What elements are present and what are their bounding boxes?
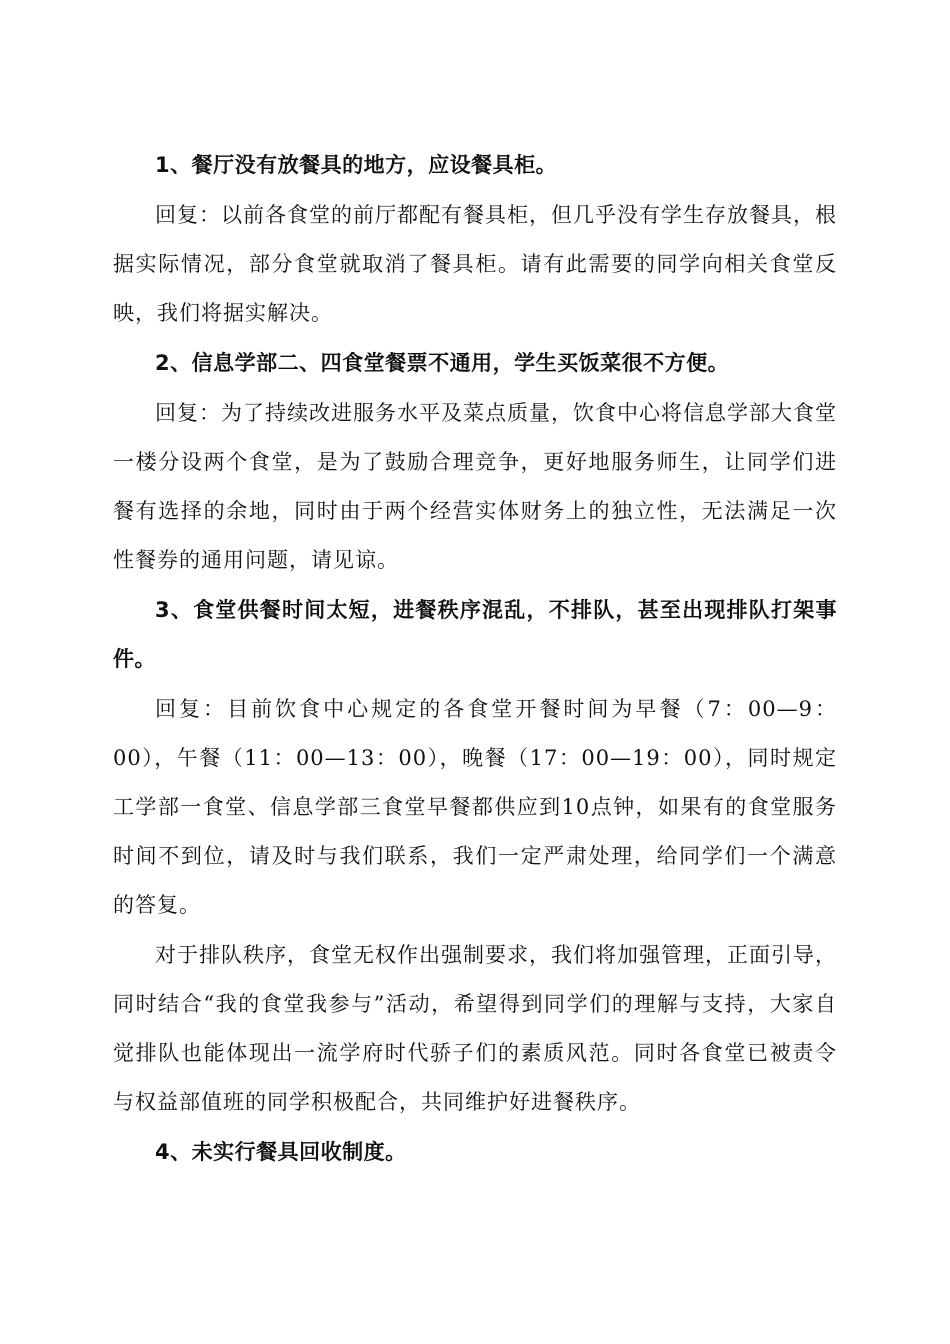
question-2: 2、信息学部二、四食堂餐票不通用，学生买饭菜很不方便。 <box>155 351 730 375</box>
question-1: 1、餐厅没有放餐具的地方，应设餐具柜。 <box>155 153 558 177</box>
question-3: 3、食堂供餐时间太短，进餐秩序混乱，不排队，甚至出现排队打架事件。 <box>113 598 837 671</box>
answer-1: 回复：以前各食堂的前厅都配有餐具柜，但几乎没有学生存放餐具，根据实际情况，部分食堂就取消了餐具柜。请有此需要的同学向相关食堂反映，我们将据实解决。 <box>113 203 837 325</box>
question-4: 4、未实行餐具回收制度。 <box>155 1140 407 1164</box>
answer-3-continued: 对于排队秩序，食堂无权作出强制要求，我们将加强管理，正面引导，同时结合“我的食堂我参与”活动，希望得到同学们的理解与支持，大家自觉排队也能体现出一流学府时代骄子们的素质风范。同时各食堂已被责令与权益部值班的同学积极配合，共同维护好进餐秩序。 <box>113 943 837 1114</box>
answer-2: 回复：为了持续改进服务水平及菜点质量，饮食中心将信息学部大食堂一楼分设两个食堂，是为了鼓励合理竞争，更好地服务师生，让同学们进餐有选择的余地，同时由于两个经营实体财务上的独立性，无法满足一次性餐券的通用问题，请见谅。 <box>113 401 837 572</box>
answer-3: 回复：目前饮食中心规定的各食堂开餐时间为早餐（7：00—9：00），午餐（11：00—13：00），晚餐（17：00—19：00），同时规定工学部一食堂、信息学部三食堂早餐都供应到10点钟，如果有的食堂服务时间不到位，请及时与我们联系，我们一定严肃处理，给同学们一个满意的答复。 <box>113 697 837 917</box>
document-body <box>113 141 837 1178</box>
